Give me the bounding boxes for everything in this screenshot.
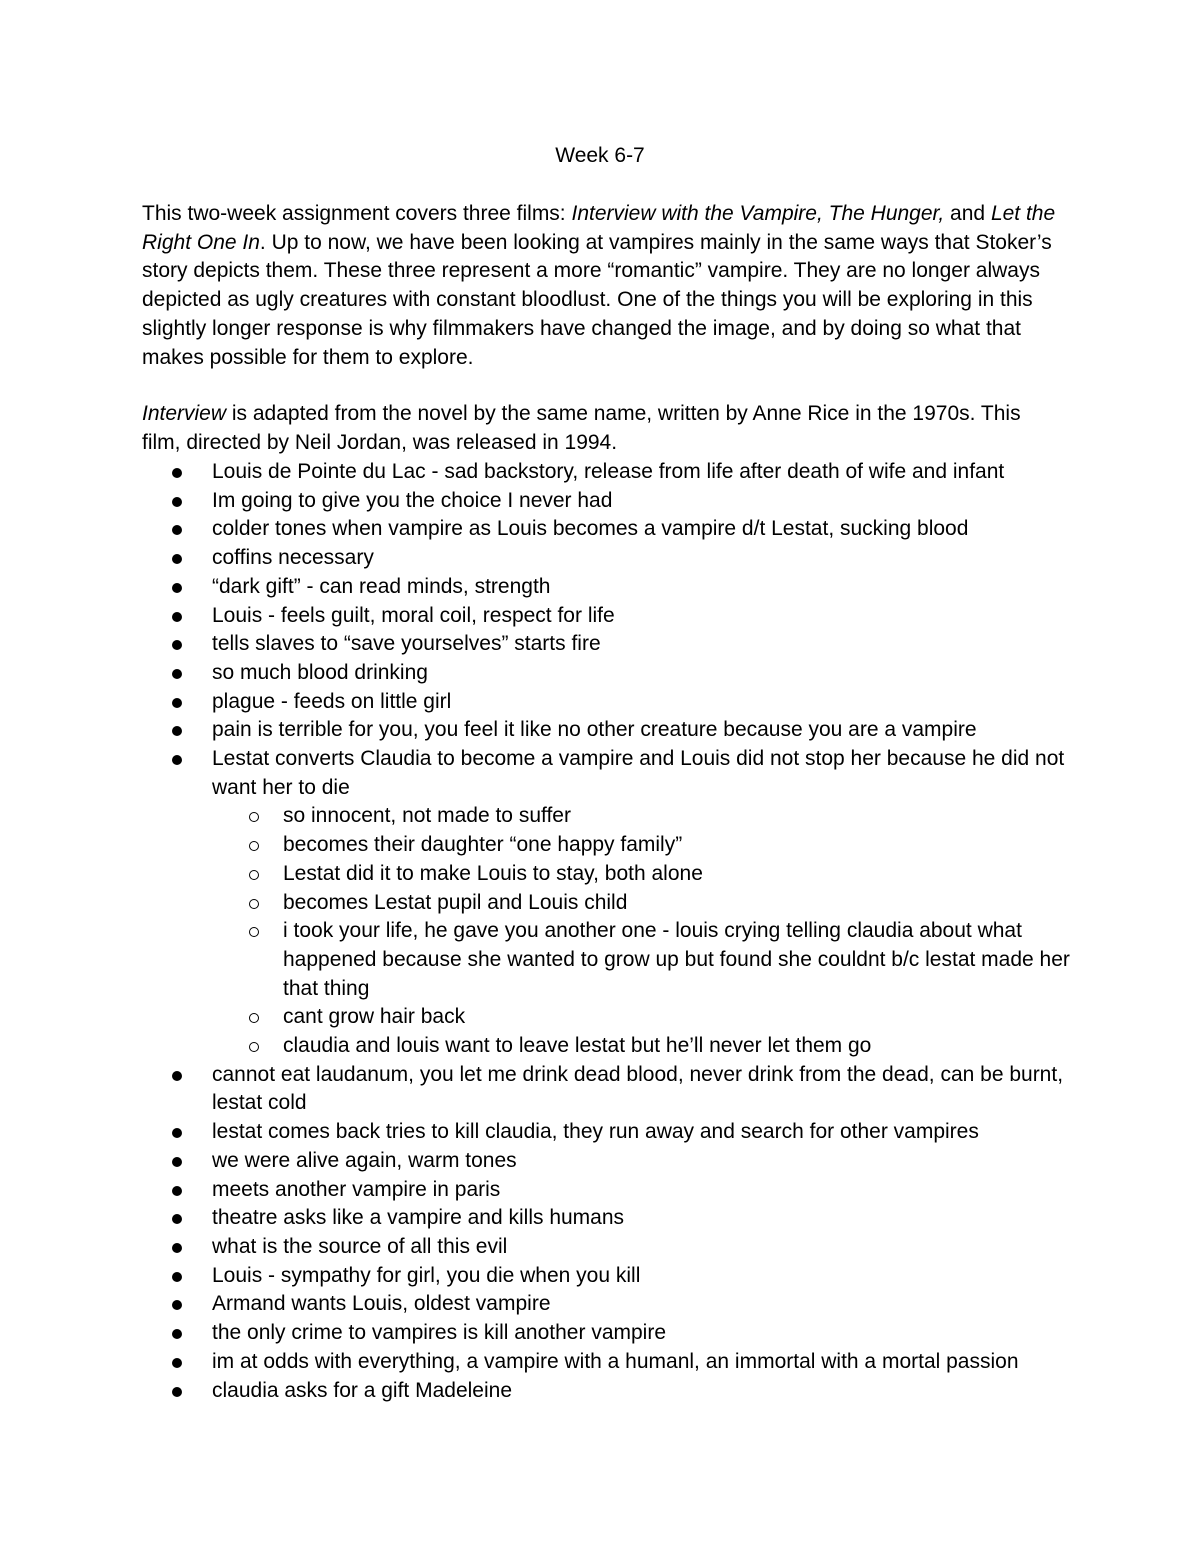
note-text: we were alive again, warm tones — [212, 1148, 517, 1172]
interview-paragraph — [142, 400, 1062, 457]
note-text: Louis - feels guilt, moral coil, respect for life — [212, 603, 615, 627]
bullet-dot-icon — [172, 669, 182, 679]
sub-note-text: cant grow hair back — [283, 1005, 466, 1029]
bullet-dot-icon — [172, 1214, 182, 1224]
bullet-dot-icon — [172, 1329, 182, 1339]
note-text: meets another vampire in paris — [212, 1177, 501, 1201]
intro-text-3: . Up to now, we have been looking at vampires mainly in the same ways that Stoker’s story depicts them. These three represent a more “romantic” vampire. They are no longer always depicted as ugly creatures with constant bloodlust. One of the things you will be exploring in this slightly longer response is why filmmakers have changed the image, and by doing so what that makes possible for them to explore. — [142, 230, 1052, 369]
note-text: plague - feeds on little girl — [212, 689, 452, 713]
interview-text: is adapted from the novel by the same name, written by Anne Rice in the 1970s. This film, directed by Neil Jordan, was released in 1994. — [142, 402, 1021, 454]
page-title: Week 6-7 — [555, 144, 645, 167]
note-text: claudia asks for a gift Madeleine — [212, 1378, 512, 1402]
bullet-dot-icon — [172, 698, 182, 708]
list-item — [142, 573, 1072, 602]
note-text: Lestat converts Claudia to become a vampire and Louis did not stop her because he did not want her to die — [212, 747, 1065, 799]
sub-note-text: becomes Lestat pupil and Louis child — [283, 890, 628, 914]
note-text: colder tones when vampire as Louis becomes a vampire d/t Lestat, sucking blood — [212, 517, 969, 541]
bullet-dot-icon — [172, 1300, 182, 1310]
note-text: Louis - sympathy for girl, you die when you kill — [212, 1263, 641, 1287]
bullet-dot-icon — [172, 612, 182, 622]
list-item — [142, 602, 1072, 631]
sub-list-item — [212, 860, 1072, 889]
sub-note-text: becomes their daughter “one happy family” — [283, 833, 683, 857]
bullet-dot-icon — [172, 640, 182, 650]
sub-notes-list — [212, 802, 1072, 1060]
bullet-dot-icon — [172, 1186, 182, 1196]
bullet-dot-icon — [172, 1128, 182, 1138]
sub-list-item — [212, 802, 1072, 831]
note-text: Im going to give you the choice I never had — [212, 488, 613, 512]
bullet-circle-icon — [249, 1013, 259, 1023]
list-item — [142, 1348, 1072, 1377]
list-item — [142, 1061, 1072, 1118]
bullet-dot-icon — [172, 583, 182, 593]
sub-note-text: i took your life, he gave you another one - louis crying telling claudia about what happened because she wanted to grow up but found she couldnt b/c lestat made her that thing — [283, 919, 1070, 1000]
list-item — [142, 716, 1072, 745]
sub-note-text: Lestat did it to make Louis to stay, both alone — [283, 861, 703, 885]
bullet-dot-icon — [172, 1387, 182, 1397]
bullet-dot-icon — [172, 497, 182, 507]
list-item — [142, 1204, 1072, 1233]
note-text: cannot eat laudanum, you let me drink dead blood, never drink from the dead, can be burnt, lestat cold — [212, 1062, 1064, 1115]
intro-paragraph — [142, 200, 1062, 372]
note-text: theatre asks like a vampire and kills humans — [212, 1206, 625, 1230]
note-text: lestat comes back tries to kill claudia, they run away and search for other vampires — [212, 1120, 979, 1144]
note-text: “dark gift” - can read minds, strength — [212, 574, 551, 598]
bullet-circle-icon — [249, 812, 259, 822]
bullet-dot-icon — [172, 755, 182, 765]
bullet-circle-icon — [249, 899, 259, 909]
list-item — [142, 487, 1072, 516]
note-text: the only crime to vampires is kill another vampire — [212, 1321, 667, 1345]
note-text: Louis de Pointe du Lac - sad backstory, release from life after death of wife and infant — [212, 460, 1005, 483]
bullet-dot-icon — [172, 1272, 182, 1282]
bullet-circle-icon — [249, 841, 259, 851]
list-item — [142, 659, 1072, 688]
list-item — [142, 1147, 1072, 1176]
film-title-2: Let the Right One In — [142, 202, 1056, 254]
list-item — [142, 1319, 1072, 1348]
list-item — [142, 1262, 1072, 1291]
bullet-dot-icon — [172, 1071, 182, 1081]
note-text: coffins necessary — [212, 546, 374, 570]
list-item — [142, 458, 1072, 487]
list-item — [142, 515, 1072, 544]
sub-list-item — [212, 831, 1072, 860]
bullet-dot-icon — [172, 1157, 182, 1167]
list-item — [142, 630, 1072, 659]
list-item — [142, 544, 1072, 573]
note-text: what is the source of all this evil — [212, 1234, 508, 1258]
sub-note-text: so innocent, not made to suffer — [283, 804, 571, 828]
bullet-circle-icon — [249, 1042, 259, 1052]
bullet-dot-icon — [172, 726, 182, 736]
list-item — [142, 745, 1072, 1061]
note-text: tells slaves to “save yourselves” starts fire — [212, 632, 601, 656]
sub-list-item — [212, 917, 1072, 1003]
note-text: so much blood drinking — [212, 660, 428, 684]
note-text: im at odds with everything, a vampire with a humanl, an immortal with a mortal passion — [212, 1349, 1019, 1373]
notes-list — [142, 458, 1072, 1405]
intro-text-2: and — [944, 202, 991, 225]
bullet-circle-icon — [249, 870, 259, 880]
interview-title: Interview — [142, 402, 227, 425]
list-item — [142, 1233, 1072, 1262]
bullet-dot-icon — [172, 1358, 182, 1368]
bullet-dot-icon — [172, 468, 182, 478]
note-text: Armand wants Louis, oldest vampire — [212, 1292, 551, 1316]
sub-list-item — [212, 1003, 1072, 1032]
sub-list-item — [212, 889, 1072, 918]
bullet-dot-icon — [172, 1243, 182, 1253]
bullet-circle-icon — [249, 927, 259, 937]
list-item — [142, 1377, 1072, 1406]
sub-list-item — [212, 1032, 1072, 1061]
film-title-1: Interview with the Vampire, The Hunger, — [571, 202, 945, 225]
list-item — [142, 1176, 1072, 1205]
bullet-dot-icon — [172, 525, 182, 535]
list-item — [142, 688, 1072, 717]
note-text: pain is terrible for you, you feel it like no other creature because you are a vampire — [212, 718, 977, 742]
intro-text-1: This two-week assignment covers three films: — [142, 202, 572, 225]
bullet-dot-icon — [172, 554, 182, 564]
list-item — [142, 1118, 1072, 1147]
sub-note-text: claudia and louis want to leave lestat but he’ll never let them go — [283, 1034, 872, 1058]
list-item — [142, 1290, 1072, 1319]
